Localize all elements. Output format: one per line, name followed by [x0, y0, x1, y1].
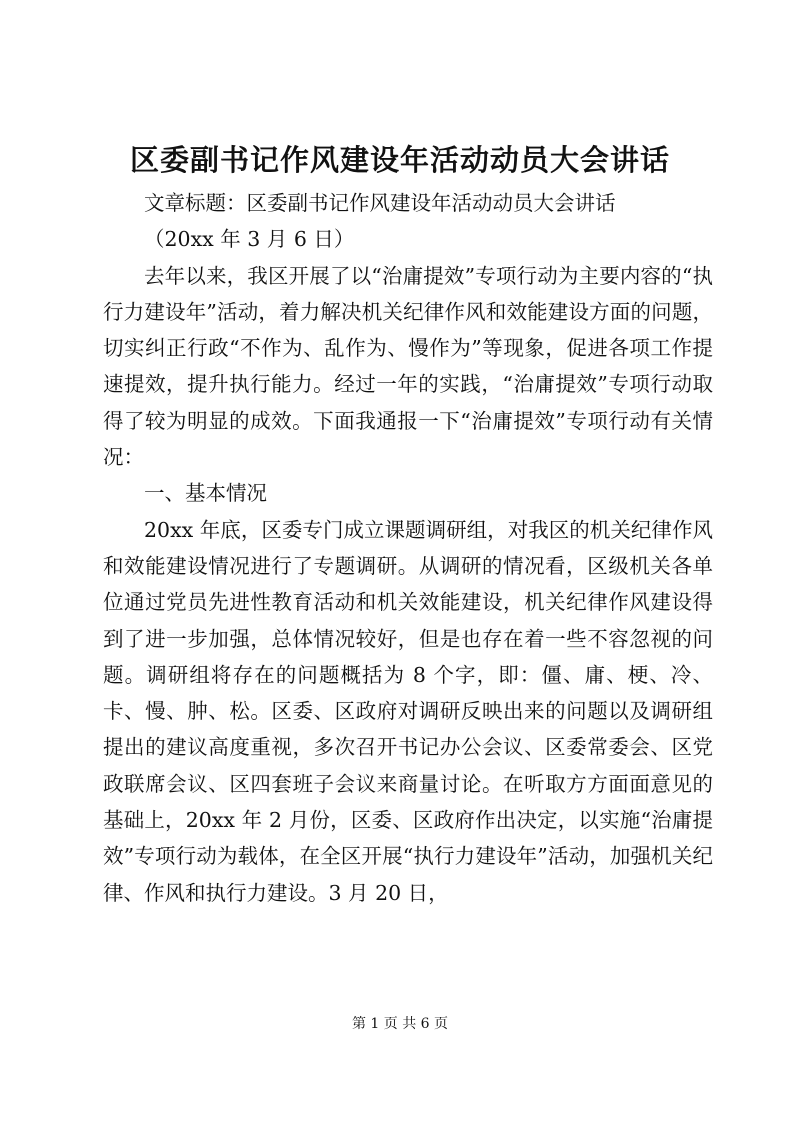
document-body — [103, 185, 713, 911]
paragraph: 20xx 年底，区委专门成立课题调研组，对我区的机关纪律作风和效能建设情况进行了专题调研。从调研的情况看，区级机关各单位通过党员先进性教育活动和机关效能建设，机关纪律作风建设得到了进一步加强，总体情况较好，但是也存在着一些不容忽视的问题。调研组将存在的问题概括为 8 个字，即：僵、庸、梗、冷、卡、慢、肿、松。区委、区政府对调研反映出来的问题以及调研组提出的建议高度重视，多次召开书记办公会议、区委常委会、区党政联席会议、区四套班子会议来商量讨论。在听取方方面面意见的基础上，20xx 年 2 月份，区委、区政府作出决定，以实施“治庸提效”专项行动为载体，在全区开展“执行力建设年”活动，加强机关纪律、作风和执行力建设。3 月 20 日， — [103, 517, 713, 905]
page-footer: 第 1 页 共 6 页 — [351, 1016, 449, 1032]
date-line: （20xx 年 3 月 6 日） — [144, 227, 355, 252]
paragraph: 去年以来，我区开展了以“治庸提效”专项行动为主要内容的“执行力建设年”活动，着力解决机关纪律作风和效能建设方面的问题，切实纠正行政“不作为、乱作为、慢作为”等现象，促进各项工作提速提效，提升执行能力。经过一年的实践，“治庸提效”专项行动取得了较为明显的成效。下面我通报一下“治庸提效”专项行动有关情况： — [103, 263, 713, 470]
section-heading: 一、基本情况 — [144, 481, 267, 506]
article-title-line: 文章标题：区委副书记作风建设年活动动员大会讲话 — [144, 191, 616, 215]
document-title: 区委副书记作风建设年活动动员大会讲话 — [129, 143, 670, 177]
